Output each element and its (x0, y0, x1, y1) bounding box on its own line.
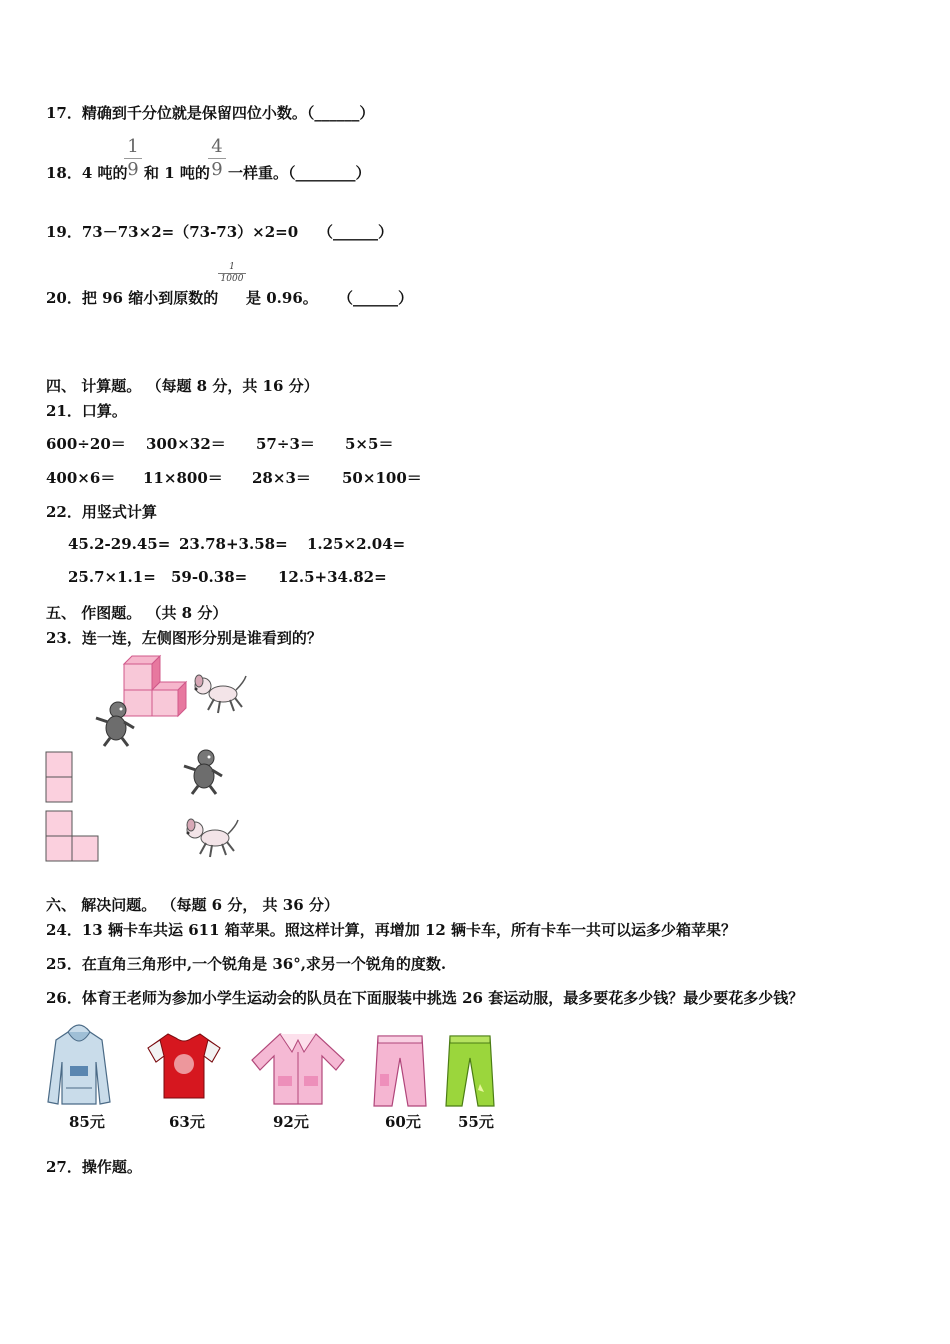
question-18-part2: 和 1 吨的 (144, 164, 210, 182)
price-tshirt: 63元 (169, 1113, 205, 1131)
price-jacket: 92元 (273, 1113, 309, 1131)
oral-1-2: 300×32＝ (146, 435, 226, 453)
fraction-denominator: 9 (211, 159, 223, 180)
vertical-2-3: 12.5+34.82= (278, 568, 387, 586)
monkey-icon (180, 748, 226, 796)
price-pink-pants: 60元 (385, 1113, 421, 1131)
price-green-pants: 55元 (458, 1113, 494, 1131)
fraction-denominator: 9 (127, 159, 139, 180)
dog-icon (182, 816, 240, 860)
question-18-part3: 一样重。（________） (228, 164, 371, 182)
question-19: 19．73－73×2=（73-73）×2=0 (46, 223, 299, 241)
fraction-numerator: 1 (229, 262, 235, 272)
question-20-part2: 是 0.96。 (246, 289, 318, 307)
vertical-1-3: 1.25×2.04= (307, 535, 406, 553)
jacket-icon (248, 1030, 348, 1106)
vertical-1-1: 45.2-29.45= (68, 535, 171, 553)
oral-1-3: 57÷3＝ (256, 435, 315, 453)
question-21: 21．口算。 (46, 402, 127, 420)
vertical-1-2: 23.78+3.58= (179, 535, 288, 553)
fraction-denominator: 1000 (220, 274, 244, 284)
question-27: 27．操作题。 (46, 1158, 142, 1176)
price-hoodie: 85元 (69, 1113, 105, 1131)
vertical-2-2: 59-0.38= (171, 568, 248, 586)
question-25: 25．在直角三角形中,一个锐角是 36°,求另一个锐角的度数. (46, 955, 447, 973)
fraction-4-9 (208, 137, 226, 180)
view-shape-vertical (45, 751, 75, 804)
vertical-2-1: 25.7×1.1= (68, 568, 156, 586)
dog-icon (190, 672, 248, 716)
oral-2-3: 28×3＝ (252, 469, 311, 487)
question-20-part1: 20．把 96 缩小到原数的 (46, 289, 219, 307)
fraction-1-9 (124, 137, 142, 180)
hoodie-icon (46, 1018, 112, 1108)
tshirt-icon (146, 1030, 222, 1100)
green-pants-icon (444, 1034, 496, 1108)
question-17: 17．精确到千分位就是保留四位小数。（______） (46, 104, 375, 122)
view-shape-l (45, 810, 101, 863)
fraction-1-1000 (218, 262, 246, 285)
section-4-title: 四、 计算题。 （每题 8 分，共 16 分） (46, 377, 319, 395)
fraction-numerator: 1 (127, 136, 139, 157)
section-5-title: 五、 作图题。 （共 8 分） (46, 604, 228, 622)
question-26: 26．体育王老师为参加小学生运动会的队员在下面服装中挑选 26 套运动服，最多要花多少钱？最少要花多少钱？ (46, 989, 804, 1007)
oral-2-1: 400×6＝ (46, 469, 116, 487)
oral-1-1: 600÷20＝ (46, 435, 126, 453)
oral-1-4: 5×5＝ (345, 435, 394, 453)
pink-pants-icon (372, 1034, 428, 1108)
question-24: 24．13 辆卡车共运 611 箱苹果。照这样计算，再增加 12 辆卡车，所有卡车一共可以运多少箱苹果？ (46, 921, 737, 939)
question-19-blank: （______） (318, 223, 394, 241)
oral-2-4: 50×100＝ (342, 469, 422, 487)
question-18-part1: 18．4 吨的 (46, 164, 128, 182)
question-22: 22．用竖式计算 (46, 503, 157, 521)
question-20-blank: （______） (338, 289, 414, 307)
monkey-icon (92, 700, 138, 748)
question-23: 23．连一连，左侧图形分别是谁看到的？ (46, 629, 322, 647)
oral-2-2: 11×800＝ (143, 469, 223, 487)
section-6-title: 六、 解决问题。 （每题 6 分， 共 36 分） (46, 896, 339, 914)
fraction-numerator: 4 (211, 136, 223, 157)
